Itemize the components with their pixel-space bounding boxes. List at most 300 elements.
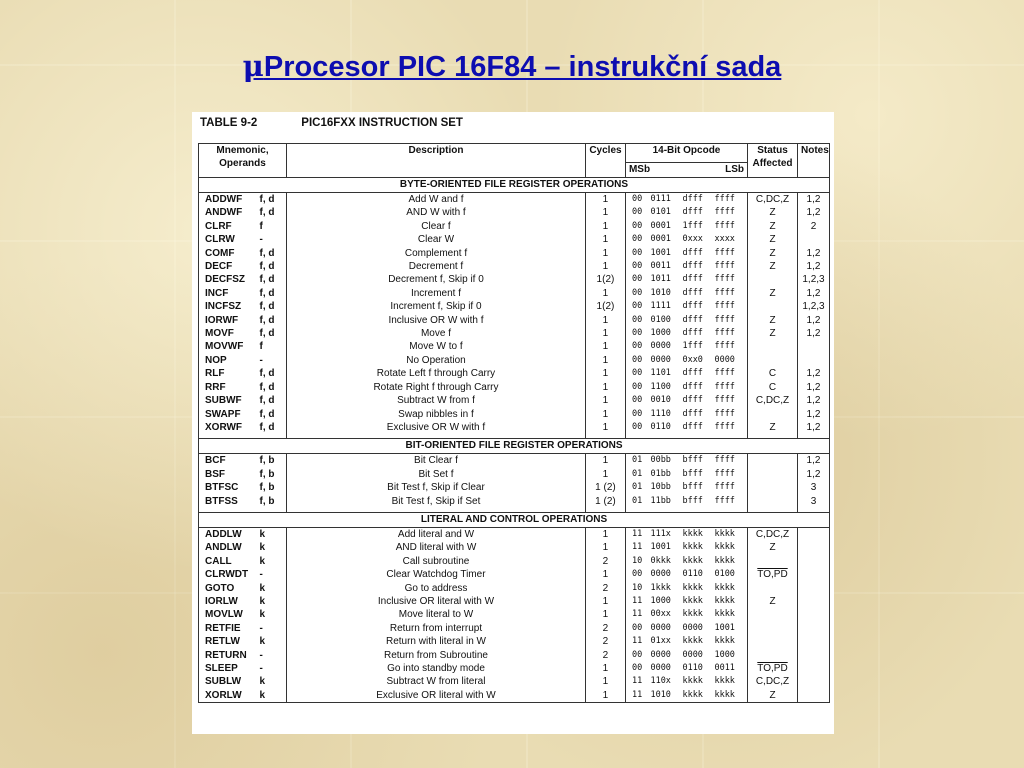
cell-description: Bit Set f [287, 468, 586, 481]
cell-opcode-1: 00 [625, 381, 647, 394]
cell-cycles: 1 [585, 568, 625, 581]
cell-opcode-1: 00 [625, 314, 647, 327]
cell-cycles: 1 [585, 527, 625, 541]
cell-opcode-4: 0100 [714, 569, 735, 580]
cell-description: Subtract W from f [287, 394, 586, 407]
cell-operands: k [259, 542, 266, 554]
cell-mnemonic: CALL [199, 555, 257, 568]
cell-operands: - [259, 622, 263, 634]
cell-cycles: 1 [585, 454, 625, 468]
table-row [199, 622, 830, 635]
cell-cycles: 1 [585, 314, 625, 327]
cell-status: Z [748, 206, 798, 219]
section-header [199, 178, 830, 193]
cell-opcode-4: ffff [714, 368, 735, 379]
cell-opcode-1: 01 [625, 481, 647, 494]
cell-description: Clear W [287, 233, 586, 246]
cell-description: Increment f, Skip if 0 [287, 300, 586, 313]
cell-description: Inclusive OR W with f [287, 314, 586, 327]
cell-mnemonic: IORWF [199, 314, 257, 327]
cell-cycles: 1 [585, 354, 625, 367]
cell-opcode-4: ffff [714, 314, 735, 325]
cell-cycles: 1 [585, 327, 625, 340]
cell-notes: 1,2 [798, 394, 830, 407]
cell-opcode-3: kkkk [682, 555, 703, 566]
cell-status [748, 340, 798, 353]
cell-opcode-3: dfff [682, 301, 703, 312]
cell-cycles: 1 [585, 367, 625, 380]
cell-opcode-2: 01bb [650, 468, 671, 479]
header-notes: Notes [798, 144, 830, 178]
cell-status: C,DC,Z [748, 394, 798, 407]
cell-notes: 2 [798, 220, 830, 233]
cell-operands: f, d [259, 301, 275, 313]
cell-opcode-3: 0110 [682, 663, 703, 673]
instruction-set-table [198, 143, 830, 703]
cell-description: Move W to f [287, 340, 586, 353]
cell-mnemonic: RRF [199, 381, 257, 394]
table-row [199, 273, 830, 286]
table-row [199, 327, 830, 340]
cell-opcode-2: 0110 [650, 421, 671, 432]
cell-cycles: 1 [585, 381, 625, 394]
cell-notes: 3 [798, 495, 830, 508]
cell-opcode-3: 1fff [682, 220, 703, 231]
cell-status: C,DC,Z [748, 675, 798, 688]
cell-description: Subtract W from literal [287, 675, 586, 688]
cell-opcode-4: ffff [714, 381, 735, 392]
cell-opcode-3: 0110 [682, 569, 703, 580]
cell-opcode-1: 00 [625, 247, 647, 260]
cell-mnemonic: XORWF [199, 421, 257, 434]
cell-operands: f, d [259, 395, 275, 407]
cell-cycles: 1 [585, 608, 625, 621]
cell-opcode-1: 00 [625, 649, 647, 662]
cell-opcode-4: ffff [714, 495, 735, 506]
cell-description: Move f [287, 327, 586, 340]
cell-opcode-1: 11 [625, 527, 647, 541]
cell-notes [798, 541, 830, 554]
cell-description: Inclusive OR literal with W [287, 595, 586, 608]
cell-mnemonic: INCF [199, 287, 257, 300]
table-row [199, 206, 830, 219]
cell-opcode-2: 11bb [650, 495, 671, 506]
cell-opcode-2: 0111 [650, 194, 671, 204]
cell-notes: 1,2 [798, 408, 830, 421]
table-row [199, 481, 830, 494]
cell-mnemonic: DECFSZ [199, 273, 257, 286]
cell-opcode-1: 00 [625, 300, 647, 313]
cell-operands: f, d [259, 421, 275, 433]
cell-opcode-3: 1fff [682, 341, 703, 352]
cell-opcode-4: ffff [714, 455, 735, 466]
cell-status [748, 582, 798, 595]
cell-operands: k [259, 609, 266, 621]
cell-notes: 1,2 [798, 381, 830, 394]
cell-opcode-4: ffff [714, 421, 735, 432]
cell-status: Z [748, 247, 798, 260]
cell-description: Add W and f [287, 193, 586, 207]
cell-mnemonic: GOTO [199, 582, 257, 595]
cell-opcode-2: 0100 [650, 314, 671, 325]
cell-status: TO,PD [748, 662, 798, 675]
cell-opcode-1: 01 [625, 454, 647, 468]
cell-description: Bit Test f, Skip if Set [287, 495, 586, 508]
cell-status [748, 495, 798, 508]
cell-opcode-1: 11 [625, 541, 647, 554]
cell-status [748, 635, 798, 648]
cell-operands: k [257, 689, 287, 703]
cell-mnemonic: DECF [199, 260, 257, 273]
cell-notes: 1,2 [798, 247, 830, 260]
cell-mnemonic: ADDLW [199, 527, 257, 541]
cell-opcode-1: 00 [625, 260, 647, 273]
cell-operands: - [259, 663, 263, 674]
cell-operands: f, b [259, 495, 275, 507]
cell-status: C,DC,Z [748, 527, 798, 541]
cell-opcode-2: 0101 [650, 207, 671, 218]
table-row [199, 568, 830, 581]
cell-status: C [748, 367, 798, 380]
table-row [199, 582, 830, 595]
cell-opcode-2: 0000 [650, 341, 671, 352]
cell-opcode-1: 00 [625, 394, 647, 407]
cell-status: Z [748, 287, 798, 300]
cell-description: AND W with f [287, 206, 586, 219]
cell-operands: - [259, 234, 263, 246]
title-mu-symbol: μ [242, 49, 264, 83]
cell-opcode-2: 0000 [650, 569, 671, 580]
cell-cycles: 1 [585, 595, 625, 608]
cell-mnemonic: SUBLW [199, 675, 257, 688]
cell-opcode-1: 00 [625, 220, 647, 233]
cell-opcode-3: dfff [682, 207, 703, 218]
cell-opcode-2: 1010 [650, 287, 671, 298]
cell-mnemonic: RETURN [199, 649, 257, 662]
cell-cycles: 2 [585, 582, 625, 595]
table-row [199, 595, 830, 608]
cell-mnemonic: NOP [199, 354, 257, 367]
cell-operands: k [259, 636, 266, 648]
cell-description: Complement f [287, 247, 586, 260]
cell-opcode-1: 11 [625, 595, 647, 608]
header-description: Description [287, 144, 586, 178]
cell-operands: f, d [259, 287, 275, 299]
cell-status [748, 555, 798, 568]
cell-opcode-1: 00 [625, 193, 647, 207]
cell-opcode-4: ffff [714, 247, 735, 258]
cell-cycles: 1 (2) [585, 495, 625, 508]
table-row [199, 381, 830, 394]
cell-opcode-4: ffff [714, 220, 735, 231]
cell-opcode-1: 00 [625, 233, 647, 246]
table-row [199, 408, 830, 421]
cell-opcode-3: kkkk [682, 528, 703, 539]
cell-description: Return from interrupt [287, 622, 586, 635]
cell-opcode-1: 10 [625, 582, 647, 595]
cell-cycles: 1 [585, 421, 625, 434]
cell-cycles: 2 [585, 635, 625, 648]
cell-cycles: 1(2) [585, 273, 625, 286]
cell-opcode-2: 0000 [650, 663, 671, 673]
cell-opcode-2: 00bb [650, 455, 671, 466]
cell-opcode-1: 11 [625, 608, 647, 621]
cell-opcode-4: ffff [714, 301, 735, 312]
cell-mnemonic: MOVWF [199, 340, 257, 353]
cell-opcode-2: 1111 [650, 301, 671, 312]
cell-status: Z [748, 327, 798, 340]
cell-cycles: 1 [585, 247, 625, 260]
cell-opcode-2: 0001 [650, 234, 671, 245]
cell-opcode-3: kkkk [679, 689, 711, 703]
cell-opcode-1: 00 [625, 622, 647, 635]
title-text: Procesor PIC 16F84 – instrukční sada [263, 51, 782, 83]
cell-opcode-1: 01 [625, 495, 647, 508]
cell-opcode-3: dfff [682, 421, 703, 432]
cell-opcode-2: 00xx [650, 609, 671, 620]
cell-status: Z [748, 541, 798, 554]
cell-opcode-3: kkkk [682, 542, 703, 553]
table-row [199, 495, 830, 508]
cell-opcode-2: 0010 [650, 395, 671, 406]
cell-opcode-2: 1001 [650, 247, 671, 258]
cell-opcode-2: 01xx [650, 636, 671, 647]
cell-opcode-3: dfff [682, 274, 703, 285]
cell-opcode-2: 0001 [650, 220, 671, 231]
cell-operands: f, b [259, 468, 275, 480]
cell-opcode-3: kkkk [682, 595, 703, 606]
cell-mnemonic: BCF [199, 454, 257, 468]
cell-operands: k [259, 676, 266, 688]
cell-description: Increment f [287, 287, 586, 300]
cell-operands: f, d [259, 368, 275, 380]
cell-opcode-4: ffff [714, 261, 735, 272]
cell-cycles: 2 [585, 555, 625, 568]
cell-notes [798, 568, 830, 581]
cell-cycles: 1 [585, 468, 625, 481]
cell-mnemonic: ADDWF [199, 193, 257, 207]
table-row [199, 555, 830, 568]
cell-notes: 1,2 [798, 367, 830, 380]
cell-description: Clear Watchdog Timer [287, 568, 586, 581]
cell-opcode-1: 00 [625, 367, 647, 380]
cell-opcode-2: 1000 [650, 328, 671, 339]
cell-opcode-3: kkkk [682, 636, 703, 647]
header-mnemonic: Mnemonic, Operands [199, 144, 287, 178]
cell-notes [798, 595, 830, 608]
cell-opcode-4: ffff [714, 395, 735, 406]
cell-opcode-4: kkkk [714, 542, 735, 553]
cell-operands: k [259, 555, 266, 567]
cell-opcode-1: 11 [625, 689, 647, 703]
cell-cycles: 1 [585, 287, 625, 300]
cell-opcode-4: kkkk [714, 609, 735, 620]
cell-notes [798, 635, 830, 648]
cell-opcode-1: 00 [625, 568, 647, 581]
cell-operands: - [259, 649, 263, 661]
cell-notes: 3 [798, 481, 830, 494]
cell-opcode-1: 10 [625, 555, 647, 568]
cell-status: Z [748, 233, 798, 246]
cell-opcode-4: ffff [714, 274, 735, 285]
cell-opcode-1: 00 [625, 408, 647, 421]
table-row [199, 662, 830, 675]
table-row [199, 340, 830, 353]
cell-cycles: 1 [585, 206, 625, 219]
cell-opcode-3: dfff [682, 408, 703, 419]
cell-opcode-3: 0000 [682, 622, 703, 633]
table-row [199, 527, 830, 541]
table-caption [200, 117, 463, 129]
cell-mnemonic: MOVF [199, 327, 257, 340]
cell-opcode-2: 0011 [650, 261, 671, 272]
cell-opcode-2: 1010 [647, 689, 679, 703]
cell-opcode-4: 0011 [714, 663, 735, 673]
table-caption-title: PIC16FXX INSTRUCTION SET [301, 117, 463, 129]
cell-notes [798, 689, 830, 703]
section-title: LITERAL AND CONTROL OPERATIONS [199, 512, 830, 527]
header-cycles: Cycles [585, 144, 625, 178]
cell-mnemonic: SLEEP [199, 662, 257, 675]
cell-status: TO,PD [748, 568, 798, 581]
cell-notes [798, 233, 830, 246]
cell-status: C,DC,Z [748, 193, 798, 207]
cell-mnemonic: BTFSS [199, 495, 257, 508]
cell-operands: k [259, 582, 266, 594]
cell-status [748, 408, 798, 421]
cell-notes: 1,2,3 [798, 273, 830, 286]
cell-mnemonic: COMF [199, 247, 257, 260]
cell-status [748, 354, 798, 367]
cell-opcode-1: 00 [625, 421, 647, 434]
cell-operands: f, d [259, 247, 275, 259]
cell-operands: f, d [259, 408, 275, 420]
cell-mnemonic: RETFIE [199, 622, 257, 635]
cell-cycles: 1 [585, 260, 625, 273]
cell-mnemonic: ANDLW [199, 541, 257, 554]
cell-opcode-2: 0000 [650, 354, 671, 365]
cell-opcode-3: dfff [682, 194, 703, 204]
table-caption-id: TABLE 9-2 [200, 117, 258, 129]
cell-description: Add literal and W [287, 527, 586, 541]
cell-opcode-1: 00 [625, 327, 647, 340]
cell-operands: f, d [259, 207, 275, 219]
header-msb: MSb [625, 163, 679, 178]
cell-notes [798, 608, 830, 621]
cell-opcode-4: kkkk [714, 636, 735, 647]
table-row [199, 314, 830, 327]
cell-description: No Operation [287, 354, 586, 367]
cell-opcode-2: 1011 [650, 274, 671, 285]
cell-notes [798, 582, 830, 595]
table-row [199, 675, 830, 688]
cell-cycles: 1(2) [585, 300, 625, 313]
cell-status: C [748, 381, 798, 394]
cell-mnemonic: CLRF [199, 220, 257, 233]
cell-cycles: 1 [585, 662, 625, 675]
cell-notes [798, 340, 830, 353]
table-row [199, 421, 830, 434]
cell-opcode-4: kkkk [714, 676, 735, 687]
cell-opcode-4: kkkk [714, 555, 735, 566]
cell-opcode-2: 111x [650, 528, 671, 539]
cell-opcode-2: 0kkk [650, 555, 671, 566]
cell-mnemonic: ANDWF [199, 206, 257, 219]
table-row [199, 247, 830, 260]
cell-mnemonic: CLRWDT [199, 568, 257, 581]
table-row [199, 454, 830, 468]
cell-description: Bit Test f, Skip if Clear [287, 481, 586, 494]
cell-opcode-3: bfff [682, 495, 703, 506]
cell-cycles: 1 [585, 394, 625, 407]
cell-notes: 1,2 [798, 287, 830, 300]
cell-opcode-4: ffff [714, 482, 735, 493]
cell-status [748, 481, 798, 494]
cell-description: Return with literal in W [287, 635, 586, 648]
table-row [199, 541, 830, 554]
cell-notes [798, 622, 830, 635]
cell-cycles: 1 [585, 233, 625, 246]
cell-opcode-1: 00 [625, 340, 647, 353]
cell-description: Decrement f, Skip if 0 [287, 273, 586, 286]
cell-description: Rotate Right f through Carry [287, 381, 586, 394]
cell-cycles: 1 [585, 220, 625, 233]
cell-opcode-3: dfff [682, 368, 703, 379]
table-row [199, 635, 830, 648]
cell-opcode-2: 1101 [650, 368, 671, 379]
cell-mnemonic: RETLW [199, 635, 257, 648]
cell-opcode-1: 00 [625, 662, 647, 675]
cell-description: Clear f [287, 220, 586, 233]
table-row [199, 260, 830, 273]
cell-description: Move literal to W [287, 608, 586, 621]
cell-status [748, 468, 798, 481]
cell-status: Z [748, 689, 798, 703]
cell-cycles: 2 [585, 622, 625, 635]
cell-notes: 1,2 [798, 468, 830, 481]
cell-opcode-2: 1000 [650, 595, 671, 606]
table-row [199, 300, 830, 313]
cell-opcode-4: ffff [714, 207, 735, 218]
cell-notes [798, 675, 830, 688]
cell-mnemonic: INCFSZ [199, 300, 257, 313]
cell-cycles: 1 [585, 193, 625, 207]
cell-opcode-3: bfff [682, 455, 703, 466]
cell-notes [798, 354, 830, 367]
cell-operands: k [259, 595, 266, 607]
table-row [199, 220, 830, 233]
cell-opcode-4: xxxx [714, 234, 735, 245]
cell-opcode-4: 1001 [714, 622, 735, 633]
cell-notes [798, 662, 830, 675]
cell-opcode-1: 11 [625, 675, 647, 688]
cell-opcode-4: ffff [714, 328, 735, 339]
cell-opcode-4: ffff [714, 287, 735, 298]
cell-opcode-3: dfff [682, 247, 703, 258]
cell-mnemonic: RLF [199, 367, 257, 380]
cell-description: Call subroutine [287, 555, 586, 568]
cell-description: Bit Clear f [287, 454, 586, 468]
cell-opcode-2: 0000 [650, 622, 671, 633]
section-header [199, 512, 830, 527]
cell-mnemonic: SUBWF [199, 394, 257, 407]
cell-notes: 1,2 [798, 454, 830, 468]
cell-operands: k [259, 528, 266, 540]
cell-status [748, 622, 798, 635]
table-row [199, 193, 830, 207]
slide-title [0, 46, 1024, 87]
table-row [199, 649, 830, 662]
